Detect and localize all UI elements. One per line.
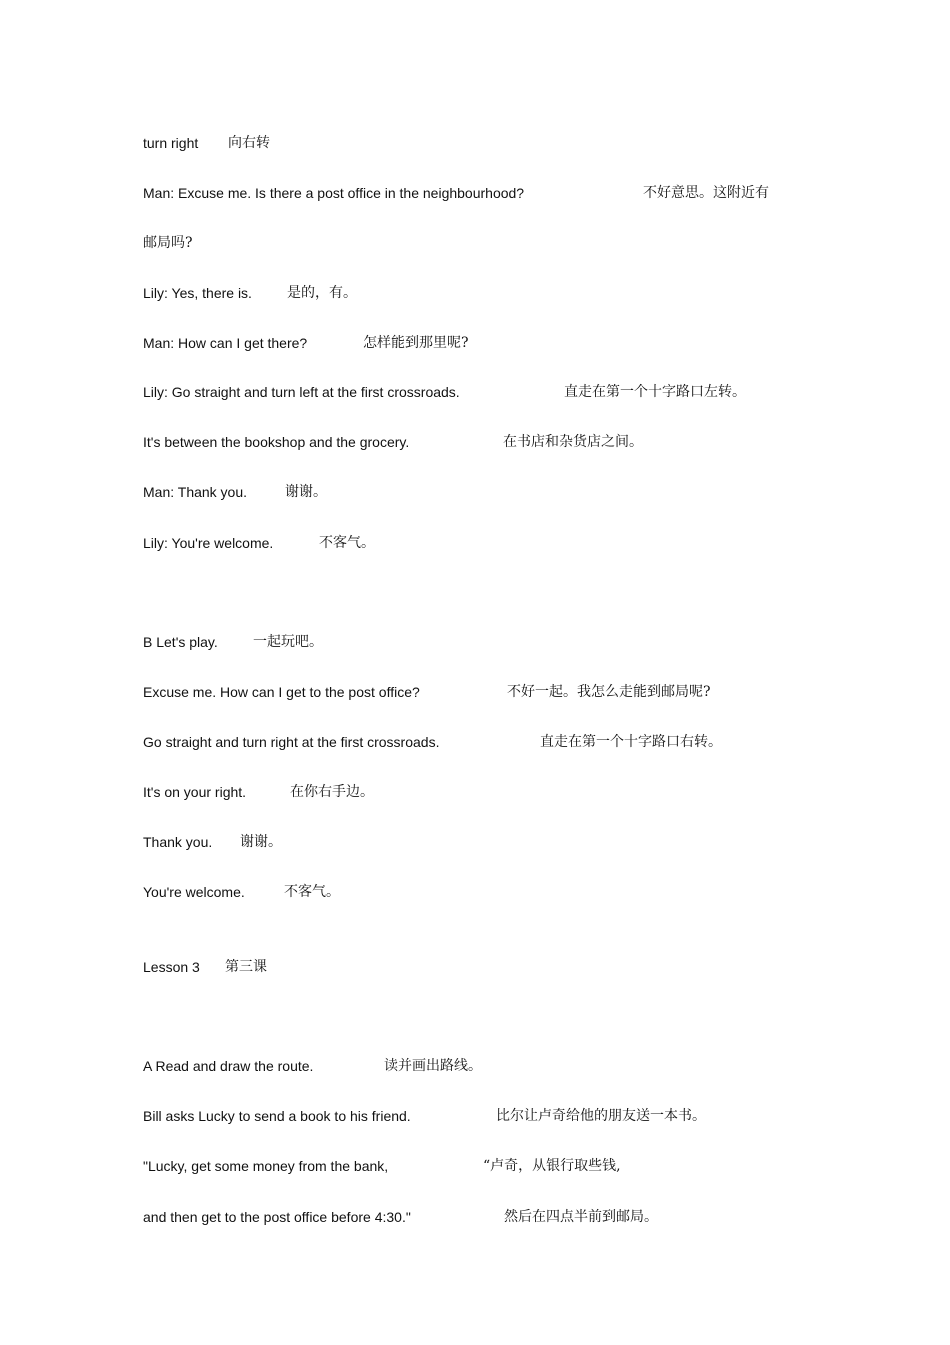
english-text: Thank you. [143,834,213,850]
chinese-translation: 在书店和杂货店之间。 [503,434,643,450]
chinese-translation: “卢奇，从银行取些钱, [483,1158,621,1174]
chinese-translation: 读并画出路线。 [384,1058,482,1074]
chinese-translation: 向右转 [228,135,270,151]
english-text: and then get to the post office before 4:30." [143,1209,411,1225]
english-text: Lily: Go straight and turn left at the first crossroads. [143,384,460,400]
chinese-translation: 谢谢。 [240,834,282,850]
chinese-translation: 第三课 [225,959,267,975]
chinese-continuation: 邮局吗? [143,235,193,251]
english-text: Man: How can I get there? [143,335,308,351]
english-text: Lily: Yes, there is. [143,285,252,301]
chinese-translation: 然后在四点半前到邮局。 [504,1209,658,1225]
chinese-translation: 不好意思。这附近有 [643,185,769,201]
chinese-translation: 谢谢。 [285,484,327,500]
english-text: B Let's play. [143,634,218,650]
chinese-translation: 直走在第一个十字路口左转。 [564,384,746,400]
english-text: Excuse me. How can I get to the post office? [143,684,420,700]
english-text: Man: Excuse me. Is there a post office in the neighbourhood? [143,185,525,201]
chinese-translation: 在你右手边。 [290,784,374,800]
english-text: Lily: You're welcome. [143,535,274,551]
english-text: A Read and draw the route. [143,1058,314,1074]
english-text: Man: Thank you. [143,484,248,500]
chinese-translation: 不客气。 [284,884,340,900]
chinese-translation: 一起玩吧。 [253,634,323,650]
english-text: Go straight and turn right at the first crossroads. [143,734,440,750]
english-text: It's between the bookshop and the grocery. [143,434,410,450]
english-text: "Lucky, get some money from the bank, [143,1158,389,1174]
chinese-translation: 直走在第一个十字路口右转。 [540,734,722,750]
chinese-translation: 比尔让卢奇给他的朋友送一本书。 [496,1108,706,1124]
english-text: turn right [143,135,199,151]
chinese-translation: 怎样能到那里呢? [363,335,469,351]
english-text: It's on your right. [143,784,247,800]
english-text: You're welcome. [143,884,245,900]
chinese-translation: 不客气。 [319,535,375,551]
english-text: Bill asks Lucky to send a book to his friend. [143,1108,411,1124]
chinese-translation: 是的，有。 [287,285,357,301]
chinese-translation: 不好一起。我怎么走能到邮局呢? [507,684,711,700]
english-text: Lesson 3 [143,959,200,975]
